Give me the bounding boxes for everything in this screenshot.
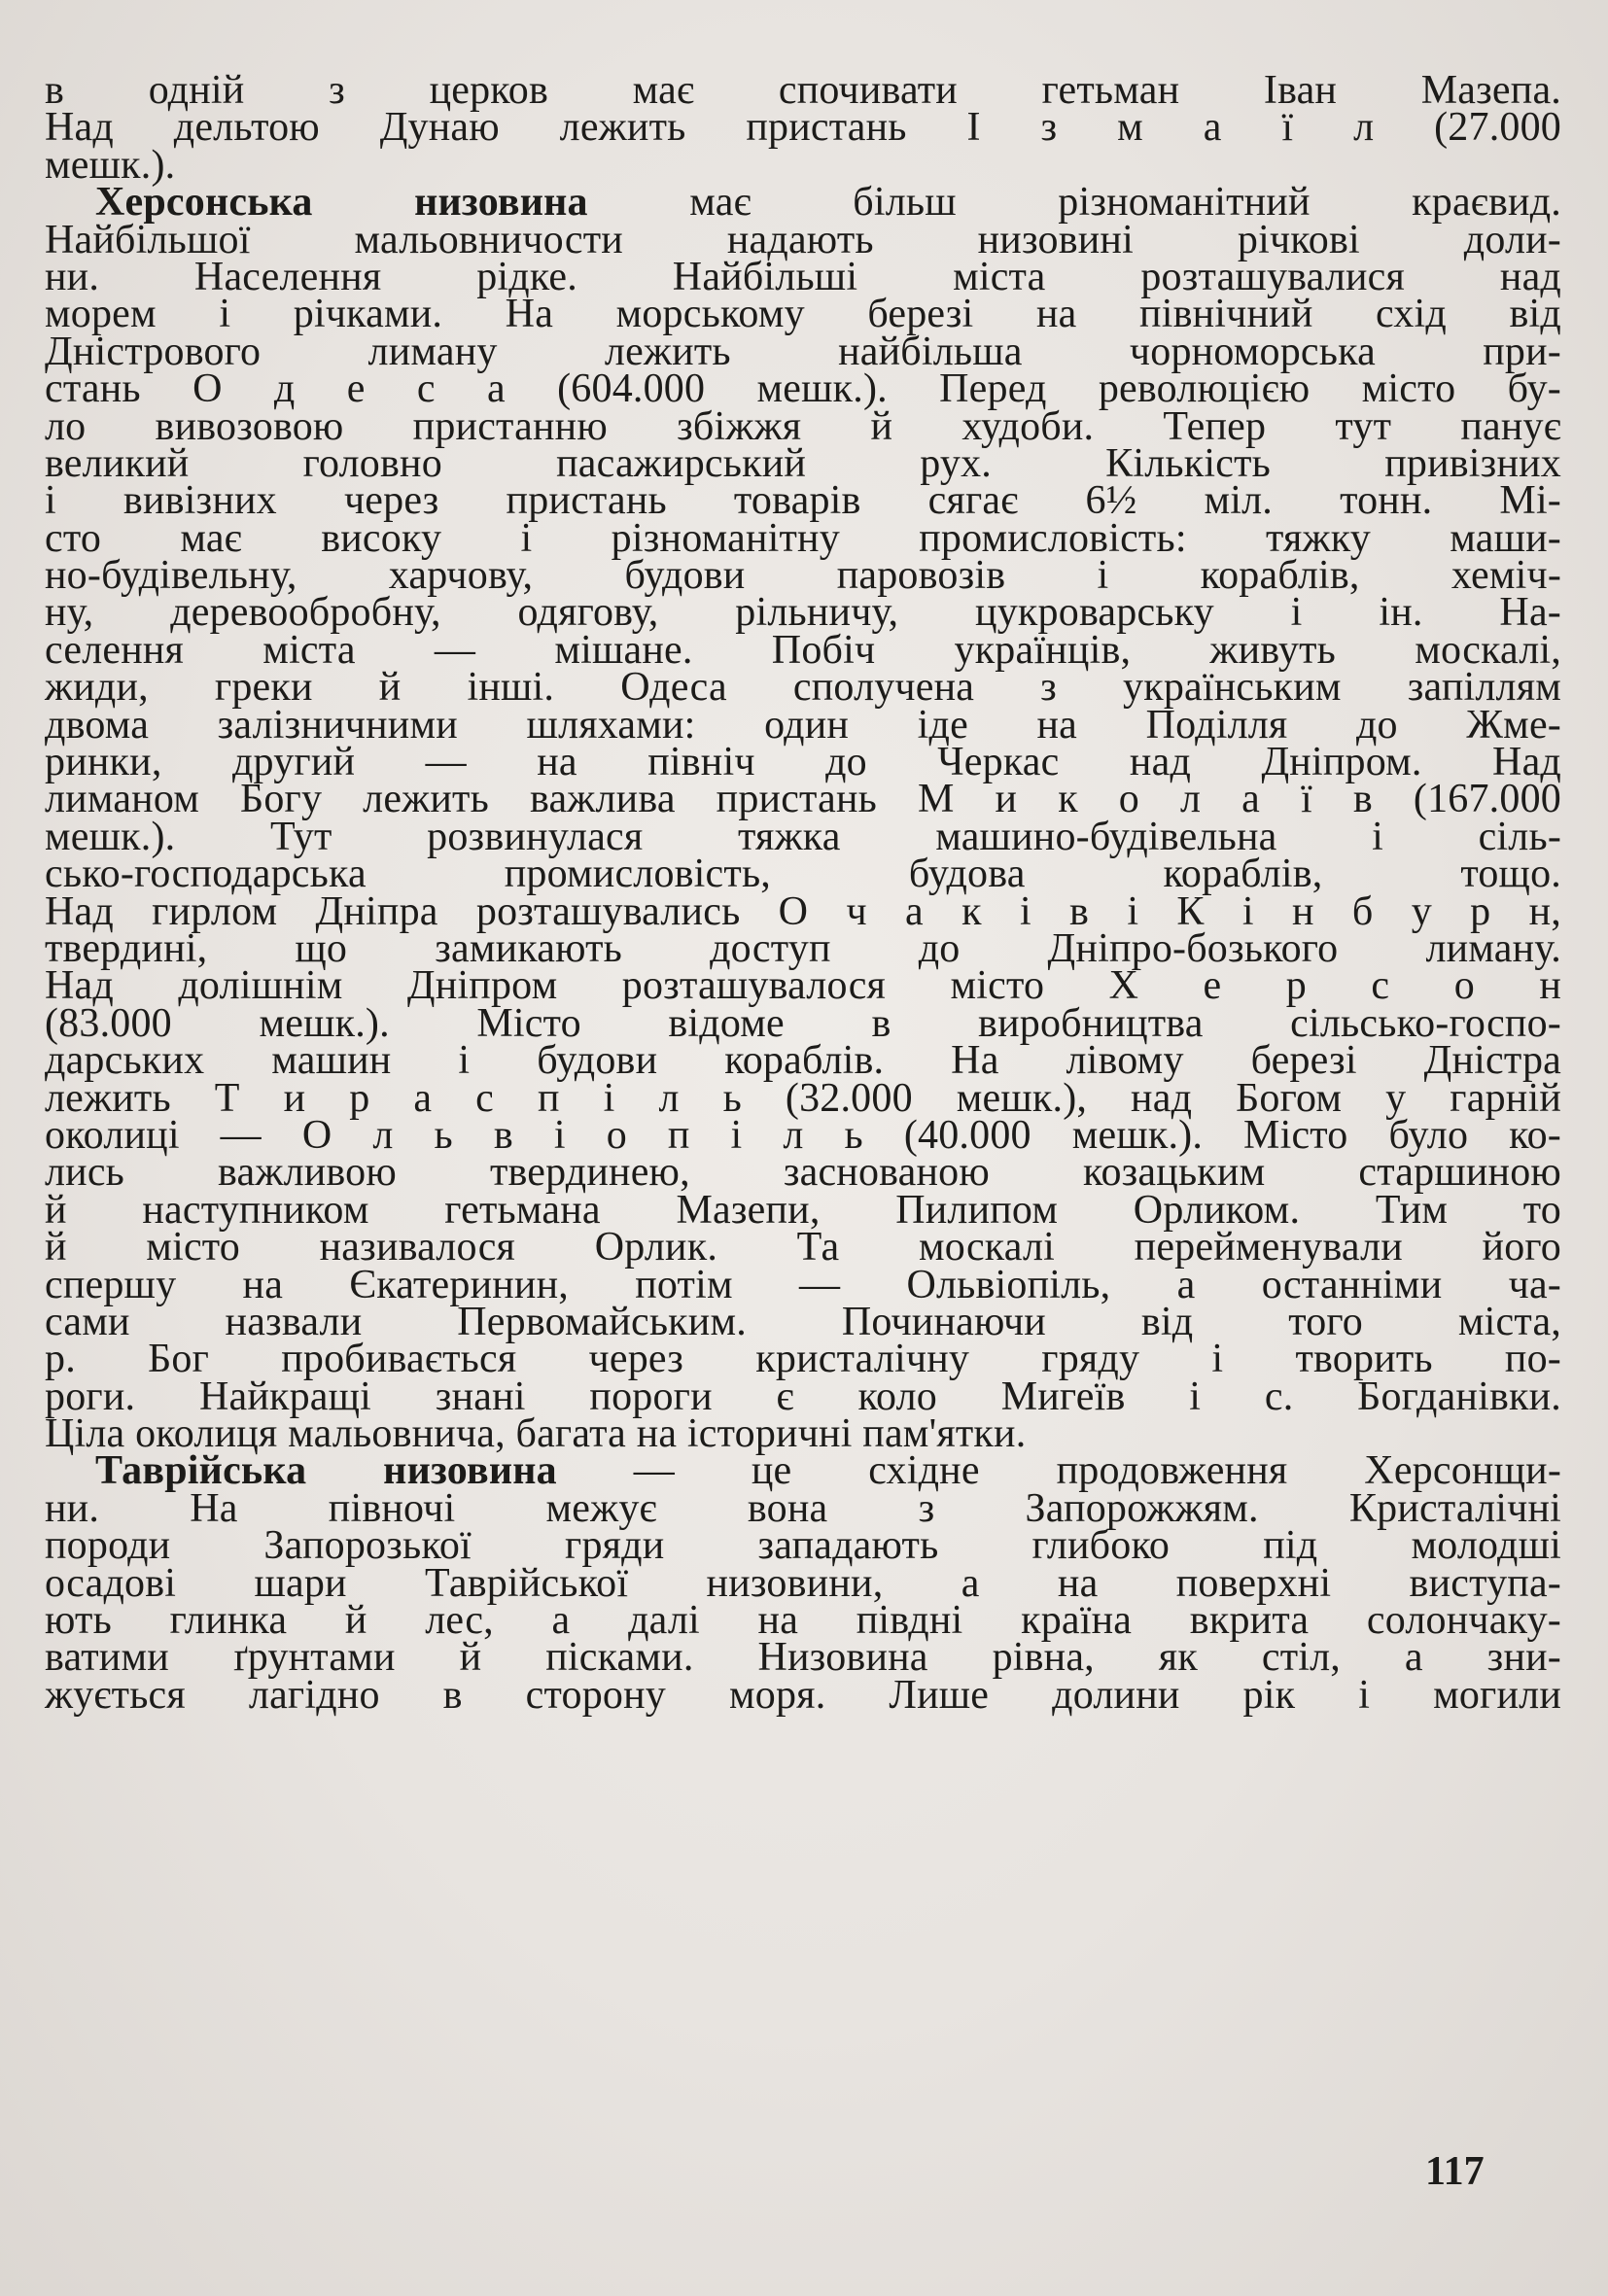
text-line-19: ринки, другий — на північ до Черкас над Дніпром. Над bbox=[45, 740, 1561, 785]
text-line-41: осадові шари Таврійської низовини, а на поверхні виступа- bbox=[45, 1560, 1561, 1606]
text-line-1: в одній з церков має спочивати гетьман Іван Мазепа. bbox=[45, 68, 1561, 113]
text-line-13: сто має високу і різноманітну промисловість: тяжку маши- bbox=[45, 515, 1561, 561]
heading-tavriiska-nyzovyna: Таврійська низовина bbox=[95, 1448, 557, 1494]
paragraph-tavriiska-first-line bbox=[45, 1448, 1562, 1494]
text-line-40: породи Запорозької гряди западають глибоко під молодші bbox=[45, 1523, 1561, 1569]
text-line-22: сько-господарська промисловість, будова кораблів, тощо. bbox=[45, 852, 1561, 897]
text-line-11: великий головно пасажирський рух. Кількість привізних bbox=[45, 440, 1561, 486]
text-line-34: сами назвали Первомайським. Починаючи від того міста, bbox=[45, 1299, 1561, 1344]
paragraph-khersonska-first-line bbox=[45, 180, 1561, 226]
text-line-25: Над долішнім Дніпром розташувалося місто Х е р с о н bbox=[45, 963, 1561, 1009]
body-text bbox=[45, 68, 1562, 1718]
text-line-7: морем і річками. На морському березі на північний схід від bbox=[45, 292, 1561, 337]
text-line-8: Дністрового лиману лежить найбільша чорноморська при- bbox=[45, 329, 1561, 374]
text-line-42: ють глинка й лес, а далі на півдні країна вкрита солончаку- bbox=[45, 1598, 1561, 1644]
text-line-26: (83.000 мешк.). Місто відоме в виробництва сільсько-госпо- bbox=[45, 1000, 1561, 1046]
text-line-35: р. Бог пробивається через кристалічну гряду і творить по- bbox=[45, 1337, 1561, 1382]
text-line-24: твердині, що замикають доступ до Дніпро-бозького лиману. bbox=[45, 925, 1561, 971]
text-line-9: стань О д е с а (604.000 мешк.). Перед революцією місто бу- bbox=[45, 366, 1561, 412]
text-line-14: но-будівельну, харчову, будови паровозів і кораблів, хеміч- bbox=[45, 553, 1561, 599]
text-line-2: Над дельтою Дунаю лежить пристань І з м а ї л (27.000 bbox=[45, 105, 1561, 151]
text-line-17: жиди, греки й інші. Одеса сполучена з українським запіллям bbox=[45, 665, 1561, 711]
text-line-16: селення міста — мішане. Побіч українців, живуть москалі, bbox=[45, 627, 1561, 673]
text-line-43: ватими ґрунтами й пісками. Низовина рівна, як стіл, а зни- bbox=[45, 1635, 1561, 1681]
text-line-21: мешк.). Тут розвинулася тяжка машино-будівельна і сіль- bbox=[45, 814, 1561, 859]
text-line-6: ни. Населення рідке. Найбільші міста розташувалися над bbox=[45, 254, 1561, 299]
text-line-31: й наступником гетьмана Мазепи, Пилипом Орликом. Тим то bbox=[45, 1187, 1561, 1233]
text-line-37: Ціла околиця мальовнича, багата на історичні пам'ятки. bbox=[45, 1411, 1027, 1457]
text-line-4-rest: має більш різноманітний краєвид. bbox=[587, 180, 1561, 226]
text-line-23: Над гирлом Дніпра розташувались О ч а к і в і К і н б у р н, bbox=[45, 888, 1561, 934]
text-line-44: жується лагідно в сторону моря. Лише долини рік і могили bbox=[45, 1672, 1561, 1718]
text-line-38-rest: — це східне продовження Херсонщи- bbox=[556, 1448, 1562, 1494]
text-line-3: мешк.). bbox=[45, 142, 176, 188]
text-line-10: ло вивозовою пристанню збіжжя й худоби. Тепер тут панує bbox=[45, 403, 1561, 449]
text-line-5: Найбільшої мальовничости надають низовині річкові доли- bbox=[45, 217, 1561, 262]
text-line-36: роги. Найкращі знані пороги є коло Мигеїв і с. Богданівки. bbox=[45, 1374, 1561, 1419]
heading-khersonska-nyzovyna: Херсонська низовина bbox=[95, 180, 588, 226]
text-line-30: лись важливою твердинею, заснованою козацьким старшиною bbox=[45, 1150, 1561, 1196]
text-line-15: ну, деревообробну, одягову, рільничу, цукроварську і ін. На- bbox=[45, 590, 1561, 636]
text-line-12: і вивізних через пристань товарів сягає 6½ міл. тонн. Мі- bbox=[45, 478, 1561, 524]
page-number: 117 bbox=[1425, 2149, 1485, 2194]
text-line-18: двома залізничними шляхами: один іде на Поділля до Жме- bbox=[45, 702, 1561, 748]
text-line-29: околиці — О л ь в і о п і л ь (40.000 мешк.). Місто було ко- bbox=[45, 1112, 1561, 1158]
text-line-27: дарських машин і будови кораблів. На лівому березі Дністра bbox=[45, 1038, 1561, 1084]
text-line-39: ни. На півночі межує вона з Запорожжям. Кристалічні bbox=[45, 1485, 1561, 1531]
text-line-32: й місто називалося Орлик. Та москалі перейменували його bbox=[45, 1225, 1561, 1270]
text-line-33: спершу на Єкатеринин, потім — Ольвіопіль, а останніми ча- bbox=[45, 1262, 1561, 1307]
text-line-28: лежить Т и р а с п і л ь (32.000 мешк.), над Богом у гарній bbox=[45, 1075, 1561, 1121]
text-line-20: лиманом Богу лежить важлива пристань М и к о л а ї в (167.000 bbox=[45, 777, 1561, 822]
